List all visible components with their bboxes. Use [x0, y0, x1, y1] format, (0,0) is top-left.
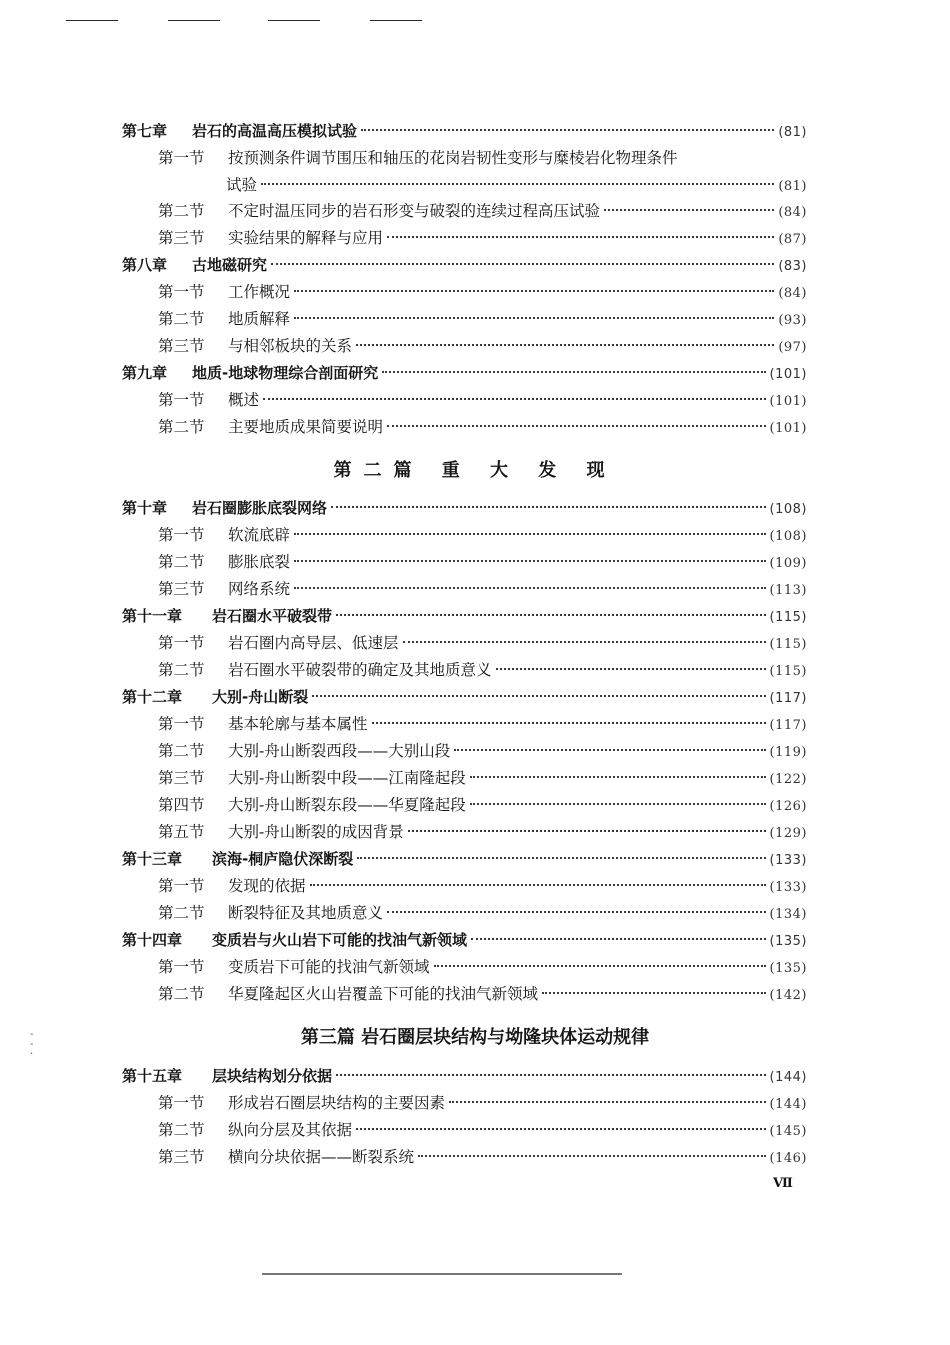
margin-tick-marks: - - ·: [30, 1029, 34, 1060]
leader-dots: [294, 290, 774, 292]
chapter-title: 古地磁研究: [192, 256, 268, 274]
toc-section[interactable]: [158, 522, 807, 549]
section-title: 华夏隆起区火山岩覆盖下可能的找油气新领域: [228, 985, 539, 1003]
toc-chapter-7[interactable]: [122, 118, 807, 145]
page-ref: (115): [769, 610, 807, 625]
leader-dots: [263, 398, 766, 400]
section-title: 网络系统: [228, 580, 291, 598]
section-number: 第一节: [158, 526, 205, 544]
toc-section[interactable]: [158, 738, 807, 765]
page-ref: (117): [769, 691, 807, 706]
leader-dots: [361, 129, 774, 131]
chapter-number: 第八章: [122, 256, 168, 274]
page-ref: (122): [769, 772, 807, 787]
leader-dots: [387, 425, 766, 427]
chapter-title: 大别-舟山断裂: [212, 688, 309, 706]
section-number: 第一节: [158, 283, 205, 301]
section-number: 第二节: [158, 985, 205, 1003]
section-number: 第五节: [158, 823, 205, 841]
leader-dots: [261, 183, 774, 185]
chapter-number: 第十章: [122, 499, 168, 517]
leader-dots: [357, 857, 765, 859]
page-ref: (84): [778, 286, 807, 301]
page-ref: (117): [769, 718, 807, 733]
page-ref: (146): [769, 1151, 807, 1166]
page-ref: (119): [769, 745, 807, 760]
section-title: 大别-舟山断裂的成因背景: [228, 823, 404, 841]
page-ref: (134): [769, 907, 807, 922]
page-ref: (108): [769, 502, 807, 517]
page-ref: (142): [769, 988, 807, 1003]
leader-dots: [604, 209, 774, 211]
leader-dots: [382, 371, 765, 373]
chapter-title: 地质-地球物理综合剖面研究: [192, 364, 379, 382]
leader-dots: [470, 776, 766, 778]
section-number: 第二节: [158, 742, 205, 760]
section-title: 大别-舟山断裂西段——大别山段: [228, 742, 451, 760]
toc-section[interactable]: [158, 306, 807, 333]
section-title: 概述: [228, 391, 260, 409]
page-ref: (84): [778, 205, 807, 220]
leader-dots: [271, 263, 774, 265]
toc-section[interactable]: [158, 711, 807, 738]
section-title: 纵向分层及其依据: [228, 1121, 353, 1139]
section-title: 不定时温压同步的岩石形变与破裂的连续过程高压试验: [228, 202, 601, 220]
leader-dots: [336, 1074, 766, 1076]
chapter-number: 第七章: [122, 122, 168, 140]
chapter-number: 第十一章: [122, 607, 183, 625]
chapter-number: 第十三章: [122, 850, 183, 868]
leader-dots: [356, 1128, 766, 1130]
section-number: 第三节: [158, 769, 205, 787]
section-number: 第二节: [158, 418, 205, 436]
leader-dots: [403, 641, 766, 643]
page-ref: (135): [769, 934, 807, 949]
section-number: 第二节: [158, 202, 205, 220]
toc-section[interactable]: [158, 279, 807, 306]
leader-dots: [312, 695, 765, 697]
page-ref: (115): [769, 664, 807, 679]
page-ref: (115): [769, 637, 807, 652]
section-title-continued: 试验: [226, 176, 258, 194]
chapter-number: 第十四章: [122, 931, 183, 949]
page-ref: (87): [778, 232, 807, 247]
toc-section[interactable]: [158, 630, 807, 657]
page-ref: (129): [769, 826, 807, 841]
section-number: 第三节: [158, 580, 205, 598]
leader-dots: [387, 236, 774, 238]
toc-chapter-15[interactable]: [122, 1063, 807, 1090]
section-title: 发现的依据: [228, 877, 306, 895]
page-ref: (144): [769, 1070, 807, 1085]
page-ref: (133): [769, 880, 807, 895]
toc-section[interactable]: [158, 1117, 807, 1144]
chapter-number: 第十五章: [122, 1067, 183, 1085]
section-title: 横向分块依据——断裂系统: [228, 1148, 415, 1166]
toc-section[interactable]: [158, 981, 807, 1008]
section-title: 主要地质成果简要说明: [228, 418, 384, 436]
section-number: 第二节: [158, 553, 205, 571]
toc-section[interactable]: [158, 954, 807, 981]
leader-dots: [408, 830, 766, 832]
page-ref: (97): [778, 340, 807, 355]
toc-section[interactable]: [158, 873, 807, 900]
chapter-title: 岩石的高温高压模拟试验: [192, 122, 358, 140]
leader-dots: [294, 533, 766, 535]
leader-dots: [542, 992, 766, 994]
section-title: 变质岩下可能的找油气新领域: [228, 958, 430, 976]
section-title: 与相邻板块的关系: [228, 337, 353, 355]
toc-section[interactable]: [158, 1090, 807, 1117]
toc-chapter-9[interactable]: [122, 360, 807, 387]
toc-section[interactable]: [158, 333, 807, 360]
section-title: 工作概况: [228, 283, 291, 301]
part-2-heading: 第二篇 重 大 发 现: [333, 460, 617, 481]
chapter-title: 层块结构划分依据: [212, 1067, 333, 1085]
page-ref: (81): [778, 125, 807, 140]
section-title: 形成岩石圈层块结构的主要因素: [228, 1094, 446, 1112]
leader-dots: [294, 587, 766, 589]
toc-section[interactable]: [158, 145, 807, 172]
page-ref: (101): [769, 421, 807, 436]
toc-section[interactable]: [158, 657, 807, 684]
page-ref: (135): [769, 961, 807, 976]
toc-section[interactable]: [158, 387, 807, 414]
leader-dots: [496, 668, 766, 670]
leader-dots: [294, 560, 766, 562]
section-number: 第一节: [158, 149, 205, 167]
leader-dots: [294, 317, 774, 319]
chapter-title: 岩石圈膨胀底裂网络: [192, 499, 328, 517]
section-number: 第二节: [158, 661, 205, 679]
section-number: 第一节: [158, 634, 205, 652]
chapter-title: 岩石圈水平破裂带: [212, 607, 333, 625]
section-title: 地质解释: [228, 310, 291, 328]
leader-dots: [331, 506, 766, 508]
leader-dots: [471, 938, 766, 940]
toc-chapter-13[interactable]: [122, 846, 807, 873]
toc-section[interactable]: [158, 792, 807, 819]
page-ref: (108): [769, 529, 807, 544]
section-number: 第一节: [158, 715, 205, 733]
toc-section[interactable]: [158, 765, 807, 792]
toc-section-continuation[interactable]: [226, 172, 807, 199]
leader-dots: [454, 749, 765, 751]
section-title: 基本轮廓与基本属性: [228, 715, 368, 733]
section-title: 断裂特征及其地质意义: [228, 904, 384, 922]
section-number: 第三节: [158, 337, 205, 355]
leader-dots: [418, 1155, 766, 1157]
section-number: 第二节: [158, 904, 205, 922]
section-number: 第一节: [158, 391, 205, 409]
toc-section[interactable]: [158, 198, 807, 225]
leader-dots: [434, 965, 766, 967]
page-ref: (83): [778, 259, 807, 274]
chapter-number: 第九章: [122, 364, 168, 382]
chapter-title: 变质岩与火山岩下可能的找油气新领域: [212, 931, 468, 949]
toc-section[interactable]: [158, 414, 807, 441]
chapter-number: 第十二章: [122, 688, 183, 706]
page-ref: (101): [769, 394, 807, 409]
toc-chapter-8[interactable]: [122, 252, 807, 279]
section-title: 软流底辟: [228, 526, 291, 544]
scan-artifact: [262, 1273, 622, 1275]
section-number: 第二节: [158, 1121, 205, 1139]
toc-section[interactable]: [158, 819, 807, 846]
section-title: 实验结果的解释与应用: [228, 229, 384, 247]
toc-section[interactable]: [158, 225, 807, 252]
page-ref: (81): [778, 179, 807, 194]
section-title: 大别-舟山断裂东段——华夏隆起段: [228, 796, 466, 814]
toc-section[interactable]: [158, 900, 807, 927]
page-ref: (93): [778, 313, 807, 328]
leader-dots: [336, 614, 766, 616]
section-number: 第一节: [158, 958, 205, 976]
section-title: 大别-舟山断裂中段——江南隆起段: [228, 769, 466, 787]
page-ref: (113): [769, 583, 807, 598]
page-ref: (109): [769, 556, 807, 571]
section-number: 第三节: [158, 229, 205, 247]
page-ref: (126): [769, 799, 807, 814]
section-number: 第三节: [158, 1148, 205, 1166]
toc-chapter-12[interactable]: [122, 684, 807, 711]
toc-section[interactable]: [158, 1144, 807, 1171]
section-number: 第二节: [158, 310, 205, 328]
part-3-heading: 第三篇 岩石圈层块结构与坳隆块体运动规律: [300, 1027, 650, 1048]
leader-dots: [310, 884, 766, 886]
section-title: 岩石圈内高导层、低速层: [228, 634, 399, 652]
section-number: 第一节: [158, 1094, 205, 1112]
section-title: 膨胀底裂: [228, 553, 291, 571]
leader-dots: [372, 722, 766, 724]
page-number: Ⅶ: [773, 1176, 793, 1191]
toc-chapter-11[interactable]: [122, 603, 807, 630]
section-number: 第一节: [158, 877, 205, 895]
toc-section[interactable]: [158, 549, 807, 576]
leader-dots: [470, 803, 766, 805]
toc-section[interactable]: [158, 576, 807, 603]
section-title: 按预测条件调节围压和轴压的花岗岩韧性变形与糜棱岩化物理条件: [228, 149, 678, 167]
page-ref: (101): [769, 367, 807, 382]
leader-dots: [356, 344, 774, 346]
leader-dots: [387, 911, 766, 913]
section-number: 第四节: [158, 796, 205, 814]
page-ref: (133): [769, 853, 807, 868]
leader-dots: [449, 1101, 766, 1103]
section-title: 岩石圈水平破裂带的确定及其地质意义: [228, 661, 492, 679]
toc-chapter-10[interactable]: [122, 495, 807, 522]
page-ref: (145): [769, 1124, 807, 1139]
page-ref: (144): [769, 1097, 807, 1112]
chapter-title: 滨海-桐庐隐伏深断裂: [212, 850, 354, 868]
toc-chapter-14[interactable]: [122, 927, 807, 954]
